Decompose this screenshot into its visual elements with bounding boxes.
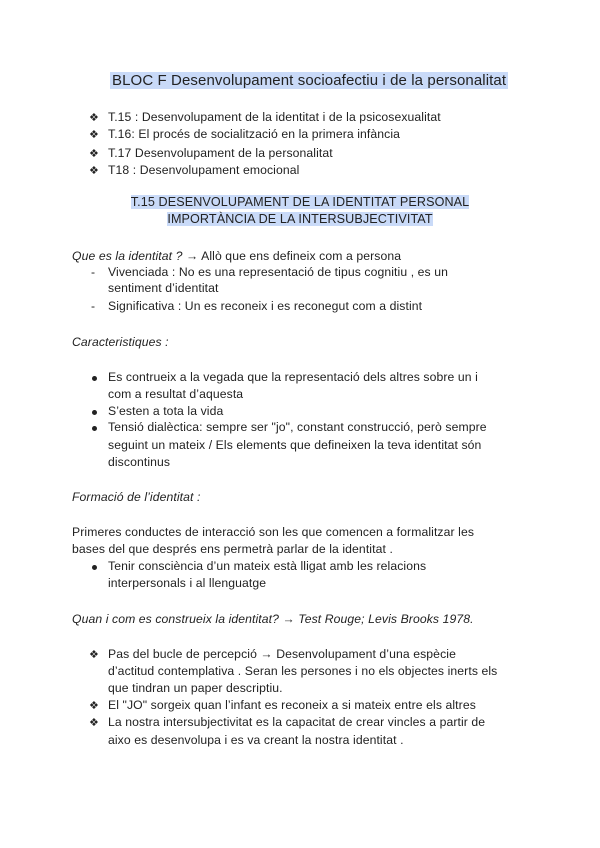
list-item-continuation: seguint un mateix / Els elements que defineixen la teva identitat són <box>108 438 482 452</box>
bullet-dot-icon <box>92 426 97 431</box>
list-item: Pas del bucle de percepció → Desenvolupament d’una espècie <box>108 647 456 661</box>
list-item-continuation: d’actitud contemplativa . Seran les persones i no els objectes inerts els <box>108 664 498 678</box>
diamond-bullet-icon: ❖ <box>89 129 99 141</box>
list-item: S’esten a tota la vida <box>108 404 224 418</box>
dash-bullet: - <box>91 299 96 313</box>
list-item: La nostra intersubjectivitat es la capacitat de crear vincles a partir de <box>108 715 486 729</box>
topic-item: T.15 : Desenvolupament de la identitat i de la psicosexualitat <box>108 110 441 124</box>
formation-label: Formació de l’identitat : <box>72 490 201 504</box>
construction-question: Quan i com es construeix la identitat? → Test Rouge; Levis Brooks 1978. <box>72 612 474 626</box>
bullet-dot-icon <box>92 410 97 415</box>
list-item: El "JO" sorgeix quan l’infant es reconeix a si mateix entre els altres <box>108 698 476 712</box>
diamond-bullet-icon: ❖ <box>89 165 99 177</box>
list-item: Vivenciada : No es una representació de tipus cognitiu , es un <box>108 265 448 279</box>
diamond-bullet-icon: ❖ <box>89 717 99 729</box>
characteristics-label: Caracteristiques : <box>72 335 169 349</box>
paragraph-line: Primeres conductes de interacció son les que comencen a formalitzar les <box>72 525 475 539</box>
bullet-dot-icon <box>92 376 97 381</box>
diamond-bullet-icon: ❖ <box>89 649 99 661</box>
dash-bullet: - <box>91 265 96 279</box>
document-title: BLOC F Desenvolupament socioafectiu i de la personalitat <box>112 72 507 89</box>
list-item-continuation: com a resultat d’aquesta <box>108 387 244 401</box>
list-item-continuation: aixo es desenvolupa i es va creant la nostra identitat . <box>108 733 404 747</box>
list-item: Tenir consciència d’un mateix està lligat amb les relacions <box>108 559 427 573</box>
list-item-continuation: sentiment d’identitat <box>108 281 219 295</box>
topic-item: T.16: El procés de socialització en la primera infància <box>108 127 401 141</box>
list-item-continuation: interpersonals i al llenguatge <box>108 576 267 590</box>
list-item: Significativa : Un es reconeix i es reconegut com a distint <box>108 299 423 313</box>
diamond-bullet-icon: ❖ <box>89 112 99 124</box>
diamond-bullet-icon: ❖ <box>89 700 99 712</box>
list-item-continuation: que tindran un paper descriptiu. <box>108 681 283 695</box>
list-item: Es contrueix a la vegada que la representació dels altres sobre un i <box>108 370 478 384</box>
bullet-dot-icon <box>92 565 97 570</box>
list-item: Tensió dialèctica: sempre ser "jo", constant construcció, però sempre <box>108 420 487 434</box>
paragraph-line: bases del que després ens permetrà parlar de la identitat . <box>72 542 393 556</box>
section-heading-line2: IMPORTÀNCIA DE LA INTERSUBJECTIVITAT <box>167 212 433 226</box>
section-heading-line1: T.15 DESENVOLUPAMENT DE LA IDENTITAT PERSONAL <box>130 195 470 209</box>
list-item-continuation: discontinus <box>108 455 171 469</box>
identity-question: Que es la identitat ? → Allò que ens defineix com a persona <box>72 249 402 263</box>
topic-item: T18 : Desenvolupament emocional <box>108 163 300 177</box>
topic-item: T.17 Desenvolupament de la personalitat <box>108 146 333 160</box>
diamond-bullet-icon: ❖ <box>89 148 99 160</box>
